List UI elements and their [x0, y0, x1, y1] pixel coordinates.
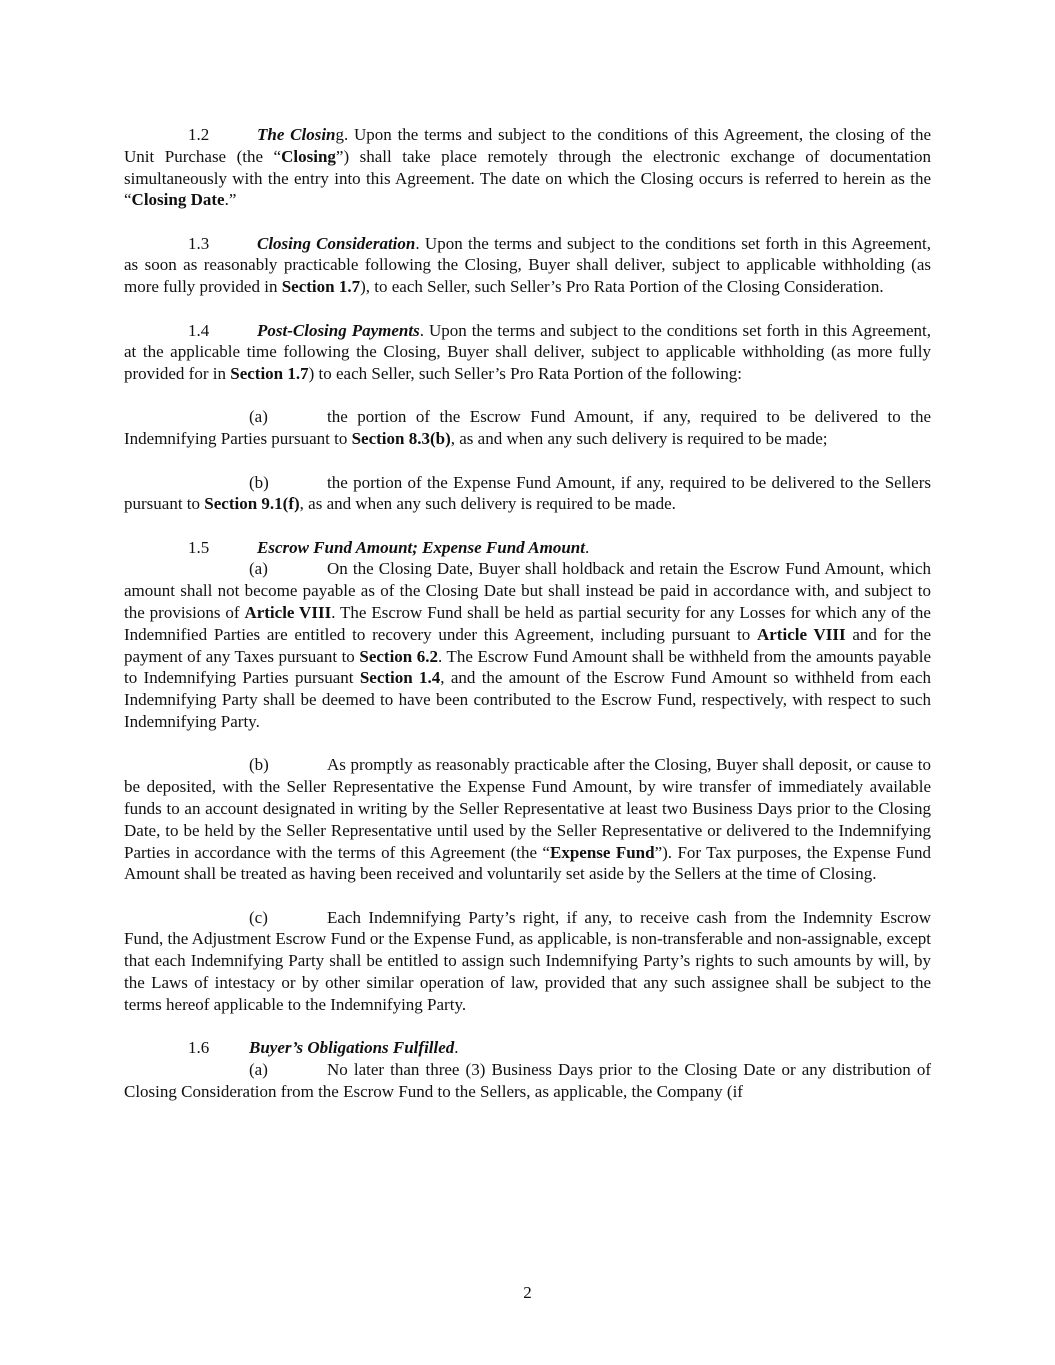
clause-label: (a) [249, 559, 268, 579]
section-number: 1.4 [188, 320, 210, 340]
section-1-6-a: (a) No later than three (3) Business Days prior to the Closing Date or any distribution of Closing Consideration from the Escrow Fund to the Sellers, as applicable, the Company (if [124, 1059, 931, 1101]
clause-label: (c) [249, 907, 268, 927]
section-number: 1.6 [188, 1038, 210, 1058]
section-number: 1.2 [188, 125, 210, 144]
cross-reference: Section 1.4 [359, 668, 441, 688]
cross-reference: Article VIII [244, 603, 332, 623]
section-1-4: 1.4 Post-Closing Payments. Upon the terms and subject to the conditions set forth in this Agreement, at the applicable time following the Closing, Buyer shall deliver, subject to applicable withholding (as more fully provided for in Section 1.7) to each Seller, such Seller’s Pro Rata Portion of the following: [124, 320, 932, 384]
defined-term: Closing Date [131, 190, 225, 210]
clause-label: (b) [249, 755, 269, 775]
section-1-4-a: (a) the portion of the Escrow Fund Amount, if any, required to be delivered to the Indemnifying Parties pursuant to Section 8.3(b), as and when any such delivery is required to be made; [124, 407, 931, 449]
section-title: Post-Closing Payments [257, 320, 420, 340]
section-1-5-heading: 1.5 Escrow Fund Amount; Expense Fund Amount. [188, 537, 590, 557]
cross-reference: Section 8.3(b) [351, 429, 451, 449]
clause-label: (b) [249, 472, 269, 492]
section-1-5-c: (c) Each Indemnifying Party’s right, if any, to receive cash from the Indemnity Escrow Fund, the Adjustment Escrow Fund or the Expense Fund, as applicable, is non-transferable and non-assignable, except that each Indemnifying Party shall be entitled to assign such Indemnifying Party’s rights to such amounts by will, by the Laws of intestacy or by other similar operation of law, provided that any such assignee shall be subject to the terms hereof applicable to the Indemnifying Party. [124, 907, 931, 1014]
section-title: Buyer’s Obligations Fulfilled [249, 1038, 455, 1058]
section-1-3: 1.3 Closing Consideration. Upon the terms and subject to the conditions set forth in this Agreement, as soon as reasonably practicable following the Closing, Buyer shall deliver, subject to applicable withholding (as more fully provided in Section 1.7), to each Seller, such Seller’s Pro Rata Portion of the Closing Consideration. [124, 233, 931, 297]
section-title: The Closin [257, 125, 336, 144]
section-title: Closing Consideration [257, 233, 416, 253]
cross-reference: Section 1.7 [230, 364, 309, 384]
section-title: Escrow Fund Amount; Expense Fund Amount [257, 537, 585, 557]
section-number: 1.5 [188, 537, 210, 557]
page-number: 2 [523, 1283, 532, 1302]
section-1-4-b: (b) the portion of the Expense Fund Amount, if any, required to be delivered to the Sellers pursuant to Section 9.1(f), as and when any such delivery is required to be made. [124, 472, 931, 514]
cross-reference: Section 6.2 [359, 646, 439, 666]
section-1-5-a: (a) On the Closing Date, Buyer shall holdback and retain the Escrow Fund Amount, which amount shall not become payable as of the Closing Date but shall instead be paid in accordance with, and subject to the provisions of Article VIII. The Escrow Fund shall be held as partial security for any Losses for which any of the Indemnified Parties are entitled to recovery under this Agreement, including pursuant to Article VIII and for the payment of any Taxes pursuant to Section 6.2. The Escrow Fund Amount shall be withheld from the amounts payable to Indemnifying Parties pursuant Section 1.4, and the amount of the Escrow Fund Amount so withheld from each Indemnifying Party shall be deemed to have been contributed to the Escrow Fund, respectively, with respect to such Indemnifying Party. [124, 559, 932, 732]
clause-label: (a) [249, 407, 268, 427]
cross-reference: Section 9.1(f) [204, 494, 300, 514]
section-1-5-b: (b) As promptly as reasonably practicable after the Closing, Buyer shall deposit, or cause to be deposited, with the Seller Representative the Expense Fund Amount, by wire transfer of immediately available funds to an account designated in writing by the Seller Representative at least two Business Days prior to the Closing Date, to be held by the Seller Representative until used by the Seller Representative or delivered to the Indemnifying Parties in accordance with the terms of this Agreement (the “Expense Fund”). For Tax purposes, the Expense Fund Amount shall be treated as having been received and voluntarily set aside by the Sellers at the time of Closing. [124, 755, 932, 884]
defined-term: Closing [281, 146, 336, 166]
section-number: 1.3 [188, 233, 210, 253]
section-1-6-heading: 1.6 Buyer’s Obligations Fulfilled. [188, 1038, 459, 1058]
section-1-2: 1.2 The Closing. Upon the terms and subject to the conditions of this Agreement, the closing of the Unit Purchase (the “Closing”) shall take place remotely through the electronic exchange of documentation simultaneously with the entry into this Agreement. The date on which the Closing occurs is referred to herein as the “Closing Date.” [124, 125, 931, 210]
cross-reference: Article VIII [756, 624, 846, 644]
clause-label: (a) [249, 1059, 268, 1079]
cross-reference: Section 1.7 [281, 277, 361, 297]
defined-term: Expense Fund [549, 842, 655, 862]
document-page [124, 124, 931, 1102]
